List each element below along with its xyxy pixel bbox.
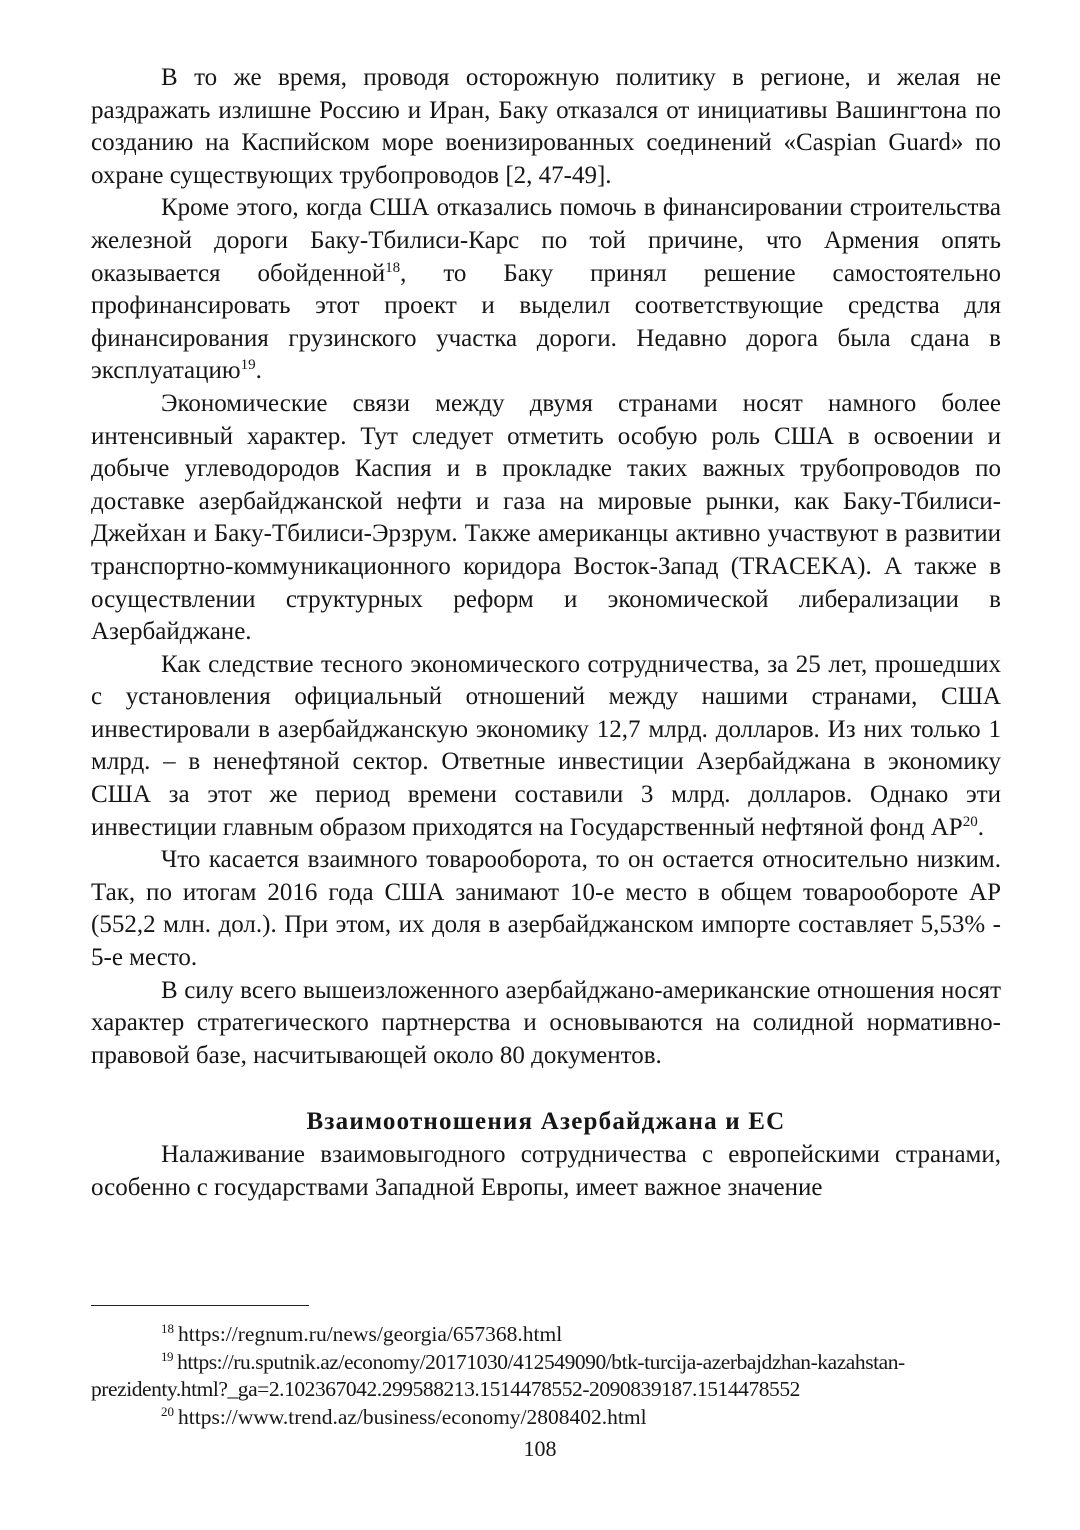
section-paragraph: Налаживание взаимовыгодного сотрудничества с европейскими странами, особенно с государствами Западной Европы, имеет важное значение	[91, 1141, 1001, 1201]
paragraph-text: Кроме этого, когда США отказались помочь в финансировании строительства железной дороги Баку-Тбилиси-Карс по той причине, что Армения опять оказывается обойденной	[91, 194, 1001, 287]
paragraph	[91, 649, 1001, 845]
footnote-reference: 19	[240, 357, 256, 374]
footnote-link[interactable]: https://www.trend.az/business/economy/2808402.html	[178, 1404, 647, 1429]
paragraph	[91, 844, 1001, 974]
footnote-number: 19	[161, 1348, 174, 1364]
paragraph	[91, 62, 1001, 192]
paragraph-text: .	[255, 357, 262, 385]
footnote-reference: 20	[962, 813, 978, 830]
paragraph	[91, 192, 1001, 388]
paragraph	[91, 388, 1001, 649]
paragraph-text: Что касается взаимного товарооборота, то он остается относительно низким. Так, по итогам 2016 года США занимают 10-е место в общем товарообороте АР (552,2 млн. дол.). При этом, их доля в азербайджанском импорте составляет 5,53% - 5-е место.	[91, 846, 1001, 972]
paragraph	[91, 975, 1001, 1073]
page-body	[91, 62, 1001, 1204]
paragraph-text: В силу всего вышеизложенного азербайджано-американские отношения носят характер стратегического партнерства и основываются на солидной нормативно-правовой базе, насчитывающей около 80 документов.	[91, 976, 1001, 1069]
footnote-divider	[91, 1305, 309, 1306]
footnote-reference: 18	[385, 259, 401, 276]
footnote	[91, 1321, 1001, 1349]
body-text	[91, 62, 1001, 1072]
paragraph-text: В то же время, проводя осторожную политику в регионе, и желая не раздражать излишне Россию и Иран, Баку отказался от инициативы Вашингтона по созданию на Каспийском море военизированных соединений «Caspian Guard» по охране существующих трубопроводов [2, 47-49].	[91, 64, 1001, 189]
footnotes	[91, 1321, 1001, 1431]
footnote-link[interactable]: https://regnum.ru/news/georgia/657368.html	[178, 1322, 563, 1346]
footnote-number: 18	[161, 1321, 174, 1336]
section-heading: Взаимоотношения Азербайджана и ЕС	[306, 1108, 786, 1136]
footnote-number: 20	[161, 1403, 174, 1419]
page-number: 108	[523, 1436, 557, 1461]
footnote	[91, 1404, 1001, 1432]
footnote	[91, 1349, 1001, 1404]
paragraph-text: , то Баку принял решение самостоятельно профинансировать этот проект и выделил соответствующие средства для финансирования грузинского участка дороги. Недавно дорога была сдана в эксплуатацию	[91, 259, 1001, 385]
paragraph-text: .	[977, 813, 984, 841]
paragraph-text: Экономические связи между двумя странами носят намного более интенсивный характер. Тут следует отметить особую роль США в освоении и добыче углеводородов Каспия и в прокладке таких важных трубопроводов по доставке азербайджанской нефти и газа на мировые рынки, как Баку-Тбилиси-Джейхан и Баку-Тбилиси-Эрзрум. Также американцы активно участвуют в развитии транспортно-коммуникационного коридора Восток-Запад (TRACEKA). А также в осуществлении структурных реформ и экономической либерализации в Азербайджане.	[91, 389, 1001, 646]
footnote-link[interactable]: https://ru.sputnik.az/economy/20171030/412549090/btk-turcija-azerbajdzhan-kazahstan-prezidenty.html?_ga=2.102367042.299588213.1514478552-2090839187.1514478552	[91, 1349, 905, 1401]
paragraph-text: Как следствие тесного экономического сотрудничества, за 25 лет, прошедших с установления официальный отношений между нашими странами, США инвестировали в азербайджанскую экономику 12,7 млрд. долларов. Из них только 1 млрд. – в ненефтяной сектор. Ответные инвестиции Азербайджана в экономику США за этот же период времени составили 3 млрд. долларов. Однако эти инвестиции главным образом приходятся на Государственный нефтяной фонд АР	[91, 650, 1001, 841]
